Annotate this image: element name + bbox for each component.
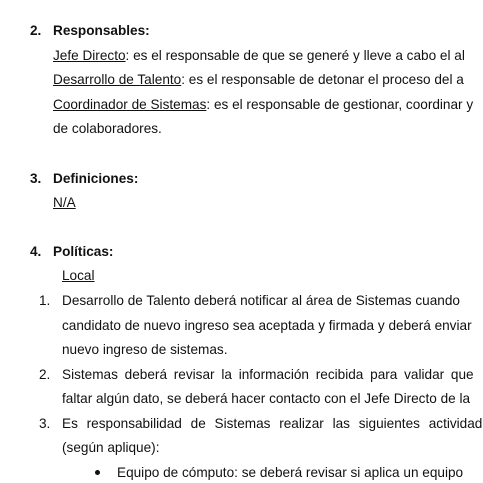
definiciones-value: N/A — [53, 195, 76, 210]
desc-jefe-directo: : es el responsable de que se generé y lleve a cabo el al — [125, 48, 465, 63]
section-3-number: 3. — [30, 171, 42, 186]
list-item-1-number: 1. — [39, 293, 51, 308]
section-4-title: Políticas: — [53, 244, 114, 259]
section-4-number: 4. — [30, 244, 42, 259]
responsable-coordinador-sistemas — [53, 96, 473, 114]
term-jefe-directo: Jefe Directo — [53, 48, 126, 63]
list-item-1-line-3: nuevo ingreso de sistemas. — [62, 342, 228, 357]
responsable-jefe-directo — [53, 47, 465, 65]
list-item-2-line-1: Sistemas deberá revisar la información recibida para validar que — [62, 367, 474, 382]
section-3-title: Definiciones: — [53, 171, 139, 186]
list-item-3-line-1: Es responsabilidad de Sistemas realizar las siguientes actividad — [62, 416, 483, 431]
list-item-1-line-1: Desarrollo de Talento deberá notificar al área de Sistemas cuando — [62, 293, 460, 308]
list-item-2-number: 2. — [39, 367, 51, 382]
bullet-item-1: Equipo de cómputo: se deberá revisar si aplica un equipo — [117, 465, 464, 480]
responsables-continuation: de colaboradores. — [53, 121, 162, 136]
term-desarrollo-talento: Desarrollo de Talento — [53, 72, 182, 87]
section-2-title: Responsables: — [53, 23, 150, 38]
list-item-3-number: 3. — [39, 416, 51, 431]
desc-desarrollo-talento: : es el responsable de detonar el proceso del a — [181, 72, 464, 87]
term-coordinador-sistemas: Coordinador de Sistemas — [53, 97, 207, 112]
responsable-desarrollo-talento — [53, 71, 464, 89]
section-2-number: 2. — [30, 23, 42, 38]
bullet-icon — [95, 470, 100, 475]
politicas-subheading: Local — [62, 268, 95, 283]
desc-coordinador-sistemas: : es el responsable de gestionar, coordinar y — [206, 97, 474, 112]
list-item-1-line-2: candidato de nuevo ingreso sea aceptada y firmada y deberá enviar — [62, 318, 472, 333]
list-item-3-line-2: (según aplique): — [62, 440, 160, 455]
list-item-2-line-2: faltar algún dato, se deberá hacer contacto con el Jefe Directo de la — [62, 391, 471, 406]
